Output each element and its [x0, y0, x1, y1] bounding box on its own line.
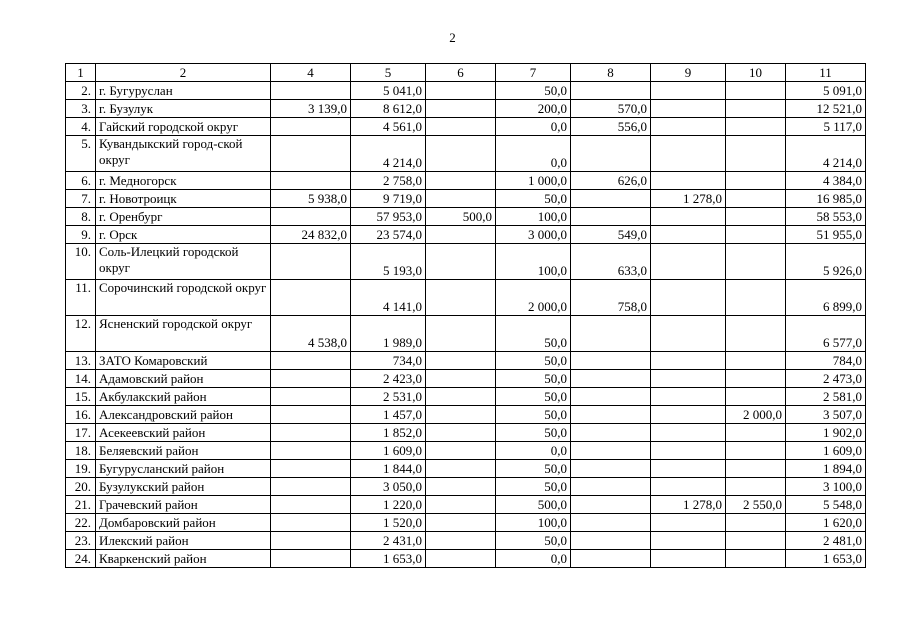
value-cell — [571, 352, 651, 370]
table-row — [66, 514, 866, 532]
table-row — [66, 100, 866, 118]
value-cell: 2 473,0 — [786, 370, 866, 388]
value-cell: 23 574,0 — [351, 226, 426, 244]
column-header: 7 — [496, 64, 571, 82]
table-row — [66, 118, 866, 136]
value-cell: 9 719,0 — [351, 190, 426, 208]
value-cell: 1 278,0 — [651, 190, 726, 208]
value-cell: 24 832,0 — [271, 226, 351, 244]
value-cell: 2 531,0 — [351, 388, 426, 406]
row-number: 20. — [66, 478, 96, 496]
value-cell — [651, 478, 726, 496]
municipality-name: Сорочинский городской округ — [96, 280, 271, 316]
value-cell: 1 844,0 — [351, 460, 426, 478]
value-cell — [426, 406, 496, 424]
value-cell: 2 000,0 — [496, 280, 571, 316]
value-cell — [571, 82, 651, 100]
municipality-name: г. Бугуруслан — [96, 82, 271, 100]
value-cell: 50,0 — [496, 424, 571, 442]
value-cell — [426, 478, 496, 496]
row-number: 5. — [66, 136, 96, 172]
table-row — [66, 550, 866, 568]
table-row — [66, 370, 866, 388]
municipality-name: ЗАТО Комаровский — [96, 352, 271, 370]
municipality-name: Беляевский район — [96, 442, 271, 460]
value-cell — [571, 442, 651, 460]
value-cell — [271, 460, 351, 478]
table-row — [66, 190, 866, 208]
table-row — [66, 478, 866, 496]
value-cell — [426, 136, 496, 172]
value-cell — [271, 82, 351, 100]
table-row — [66, 460, 866, 478]
value-cell — [426, 244, 496, 280]
value-cell — [726, 190, 786, 208]
value-cell: 5 041,0 — [351, 82, 426, 100]
value-cell — [571, 496, 651, 514]
table-row — [66, 496, 866, 514]
municipality-name: Соль-Илецкий городской округ — [96, 244, 271, 280]
value-cell: 5 091,0 — [786, 82, 866, 100]
municipality-name: Илекский район — [96, 532, 271, 550]
value-cell — [426, 100, 496, 118]
table-row — [66, 532, 866, 550]
value-cell — [571, 190, 651, 208]
value-cell: 3 050,0 — [351, 478, 426, 496]
value-cell — [726, 460, 786, 478]
value-cell — [426, 316, 496, 352]
value-cell: 50,0 — [496, 406, 571, 424]
value-cell: 50,0 — [496, 478, 571, 496]
column-header: 8 — [571, 64, 651, 82]
value-cell — [651, 82, 726, 100]
row-number: 24. — [66, 550, 96, 568]
municipality-name: г. Новотроицк — [96, 190, 271, 208]
value-cell — [726, 244, 786, 280]
value-cell — [651, 226, 726, 244]
municipality-name: г. Медногорск — [96, 172, 271, 190]
value-cell: 100,0 — [496, 514, 571, 532]
row-number: 16. — [66, 406, 96, 424]
table-row — [66, 388, 866, 406]
value-cell: 1 000,0 — [496, 172, 571, 190]
value-cell — [426, 532, 496, 550]
value-cell — [426, 514, 496, 532]
value-cell — [571, 136, 651, 172]
value-cell: 0,0 — [496, 136, 571, 172]
row-number: 14. — [66, 370, 96, 388]
value-cell — [426, 352, 496, 370]
value-cell — [426, 172, 496, 190]
value-cell — [651, 352, 726, 370]
row-number: 7. — [66, 190, 96, 208]
value-cell — [571, 532, 651, 550]
value-cell — [651, 280, 726, 316]
value-cell: 5 117,0 — [786, 118, 866, 136]
value-cell: 500,0 — [496, 496, 571, 514]
value-cell: 12 521,0 — [786, 100, 866, 118]
value-cell: 3 000,0 — [496, 226, 571, 244]
value-cell: 50,0 — [496, 532, 571, 550]
row-number: 4. — [66, 118, 96, 136]
value-cell — [426, 82, 496, 100]
value-cell: 1 620,0 — [786, 514, 866, 532]
value-cell: 5 548,0 — [786, 496, 866, 514]
value-cell — [651, 424, 726, 442]
value-cell — [571, 478, 651, 496]
table-row — [66, 82, 866, 100]
row-number: 19. — [66, 460, 96, 478]
value-cell: 4 214,0 — [351, 136, 426, 172]
value-cell — [571, 550, 651, 568]
row-number: 8. — [66, 208, 96, 226]
value-cell — [426, 370, 496, 388]
value-cell — [726, 100, 786, 118]
value-cell — [726, 370, 786, 388]
value-cell — [426, 496, 496, 514]
value-cell — [426, 190, 496, 208]
value-cell: 1 653,0 — [351, 550, 426, 568]
value-cell — [426, 226, 496, 244]
value-cell: 734,0 — [351, 352, 426, 370]
value-cell: 50,0 — [496, 370, 571, 388]
value-cell — [651, 244, 726, 280]
value-cell — [726, 82, 786, 100]
value-cell: 3 139,0 — [271, 100, 351, 118]
value-cell — [726, 316, 786, 352]
value-cell — [271, 352, 351, 370]
table-row — [66, 226, 866, 244]
value-cell — [726, 352, 786, 370]
value-cell: 8 612,0 — [351, 100, 426, 118]
value-cell — [571, 424, 651, 442]
value-cell: 50,0 — [496, 352, 571, 370]
value-cell: 2 481,0 — [786, 532, 866, 550]
value-cell: 6 577,0 — [786, 316, 866, 352]
row-number: 11. — [66, 280, 96, 316]
value-cell: 1 457,0 — [351, 406, 426, 424]
value-cell — [426, 388, 496, 406]
value-cell: 1 520,0 — [351, 514, 426, 532]
value-cell: 100,0 — [496, 208, 571, 226]
value-cell: 2 581,0 — [786, 388, 866, 406]
table-row — [66, 316, 866, 352]
value-cell: 5 938,0 — [271, 190, 351, 208]
value-cell: 58 553,0 — [786, 208, 866, 226]
value-cell: 758,0 — [571, 280, 651, 316]
value-cell: 626,0 — [571, 172, 651, 190]
value-cell: 570,0 — [571, 100, 651, 118]
value-cell — [571, 316, 651, 352]
row-number: 21. — [66, 496, 96, 514]
table-row — [66, 352, 866, 370]
value-cell: 1 609,0 — [786, 442, 866, 460]
value-cell: 3 100,0 — [786, 478, 866, 496]
value-cell — [271, 370, 351, 388]
value-cell — [726, 388, 786, 406]
row-number: 13. — [66, 352, 96, 370]
value-cell — [271, 406, 351, 424]
value-cell — [651, 100, 726, 118]
value-cell — [726, 280, 786, 316]
column-header: 2 — [96, 64, 271, 82]
municipality-name: Акбулакский район — [96, 388, 271, 406]
value-cell — [426, 442, 496, 460]
value-cell — [271, 136, 351, 172]
value-cell: 5 926,0 — [786, 244, 866, 280]
table-row — [66, 136, 866, 172]
municipality-name: г. Орск — [96, 226, 271, 244]
value-cell — [271, 208, 351, 226]
value-cell — [651, 118, 726, 136]
data-table — [65, 63, 866, 568]
value-cell: 1 989,0 — [351, 316, 426, 352]
value-cell — [726, 136, 786, 172]
value-cell — [726, 226, 786, 244]
row-number: 10. — [66, 244, 96, 280]
value-cell: 4 141,0 — [351, 280, 426, 316]
row-number: 2. — [66, 82, 96, 100]
value-cell — [271, 532, 351, 550]
municipality-name: Адамовский район — [96, 370, 271, 388]
row-number: 15. — [66, 388, 96, 406]
value-cell: 1 220,0 — [351, 496, 426, 514]
municipality-name: Гайский городской округ — [96, 118, 271, 136]
value-cell — [271, 478, 351, 496]
value-cell — [651, 406, 726, 424]
municipality-name: Александровский район — [96, 406, 271, 424]
value-cell — [271, 244, 351, 280]
value-cell — [726, 172, 786, 190]
value-cell: 2 758,0 — [351, 172, 426, 190]
column-header: 11 — [786, 64, 866, 82]
value-cell — [651, 208, 726, 226]
municipality-name: Бузулукский район — [96, 478, 271, 496]
value-cell: 556,0 — [571, 118, 651, 136]
value-cell — [426, 550, 496, 568]
value-cell — [651, 136, 726, 172]
value-cell: 2 423,0 — [351, 370, 426, 388]
table-row — [66, 406, 866, 424]
value-cell — [571, 460, 651, 478]
value-cell: 200,0 — [496, 100, 571, 118]
row-number: 9. — [66, 226, 96, 244]
value-cell — [651, 532, 726, 550]
row-number: 22. — [66, 514, 96, 532]
value-cell — [271, 118, 351, 136]
value-cell — [726, 442, 786, 460]
value-cell — [571, 388, 651, 406]
page-number: 2 — [449, 30, 456, 45]
value-cell — [651, 370, 726, 388]
value-cell: 784,0 — [786, 352, 866, 370]
value-cell: 51 955,0 — [786, 226, 866, 244]
value-cell — [271, 388, 351, 406]
value-cell — [426, 280, 496, 316]
column-header: 4 — [271, 64, 351, 82]
header-row — [66, 64, 866, 82]
value-cell: 0,0 — [496, 550, 571, 568]
column-header: 1 — [66, 64, 96, 82]
row-number: 3. — [66, 100, 96, 118]
municipality-name: г. Оренбург — [96, 208, 271, 226]
value-cell — [651, 460, 726, 478]
value-cell — [271, 280, 351, 316]
table-row — [66, 208, 866, 226]
value-cell — [726, 514, 786, 532]
value-cell: 500,0 — [426, 208, 496, 226]
value-cell: 4 384,0 — [786, 172, 866, 190]
value-cell: 5 193,0 — [351, 244, 426, 280]
value-cell: 2 000,0 — [726, 406, 786, 424]
value-cell — [271, 172, 351, 190]
value-cell: 50,0 — [496, 388, 571, 406]
value-cell: 1 609,0 — [351, 442, 426, 460]
value-cell — [726, 118, 786, 136]
value-cell: 6 899,0 — [786, 280, 866, 316]
value-cell: 50,0 — [496, 316, 571, 352]
value-cell — [571, 370, 651, 388]
row-number: 17. — [66, 424, 96, 442]
value-cell — [426, 118, 496, 136]
value-cell: 50,0 — [496, 460, 571, 478]
municipality-name: Ясненский городской округ — [96, 316, 271, 352]
value-cell — [571, 514, 651, 532]
value-cell — [651, 550, 726, 568]
value-cell — [651, 514, 726, 532]
value-cell: 2 550,0 — [726, 496, 786, 514]
value-cell: 4 214,0 — [786, 136, 866, 172]
table-row — [66, 172, 866, 190]
value-cell — [271, 496, 351, 514]
value-cell — [726, 208, 786, 226]
municipality-name: Асекеевский район — [96, 424, 271, 442]
value-cell: 0,0 — [496, 442, 571, 460]
value-cell — [571, 406, 651, 424]
column-header: 10 — [726, 64, 786, 82]
municipality-name: Грачевский район — [96, 496, 271, 514]
value-cell — [271, 550, 351, 568]
value-cell: 1 852,0 — [351, 424, 426, 442]
value-cell: 50,0 — [496, 190, 571, 208]
value-cell: 50,0 — [496, 82, 571, 100]
table-row — [66, 424, 866, 442]
row-number: 12. — [66, 316, 96, 352]
column-header: 9 — [651, 64, 726, 82]
value-cell — [726, 424, 786, 442]
municipality-name: г. Бузулук — [96, 100, 271, 118]
value-cell: 2 431,0 — [351, 532, 426, 550]
value-cell — [726, 550, 786, 568]
column-header: 6 — [426, 64, 496, 82]
table-row — [66, 280, 866, 316]
value-cell — [271, 442, 351, 460]
value-cell — [726, 532, 786, 550]
value-cell: 3 507,0 — [786, 406, 866, 424]
value-cell — [651, 316, 726, 352]
value-cell: 549,0 — [571, 226, 651, 244]
value-cell: 0,0 — [496, 118, 571, 136]
value-cell: 100,0 — [496, 244, 571, 280]
value-cell: 4 538,0 — [271, 316, 351, 352]
value-cell: 1 653,0 — [786, 550, 866, 568]
table-row — [66, 442, 866, 460]
value-cell — [651, 172, 726, 190]
value-cell — [271, 424, 351, 442]
value-cell — [426, 424, 496, 442]
value-cell — [726, 478, 786, 496]
row-number: 6. — [66, 172, 96, 190]
table-row — [66, 244, 866, 280]
column-header: 5 — [351, 64, 426, 82]
value-cell: 1 894,0 — [786, 460, 866, 478]
value-cell: 1 278,0 — [651, 496, 726, 514]
municipality-name: Кваркенский район — [96, 550, 271, 568]
value-cell: 16 985,0 — [786, 190, 866, 208]
municipality-name: Кувандыкский город-ской округ — [96, 136, 271, 172]
value-cell: 1 902,0 — [786, 424, 866, 442]
municipality-name: Домбаровский район — [96, 514, 271, 532]
value-cell: 57 953,0 — [351, 208, 426, 226]
value-cell — [426, 460, 496, 478]
value-cell — [651, 442, 726, 460]
value-cell — [571, 208, 651, 226]
value-cell: 4 561,0 — [351, 118, 426, 136]
municipality-name: Бугурусланский район — [96, 460, 271, 478]
value-cell — [271, 514, 351, 532]
row-number: 18. — [66, 442, 96, 460]
row-number: 23. — [66, 532, 96, 550]
value-cell: 633,0 — [571, 244, 651, 280]
value-cell — [651, 388, 726, 406]
